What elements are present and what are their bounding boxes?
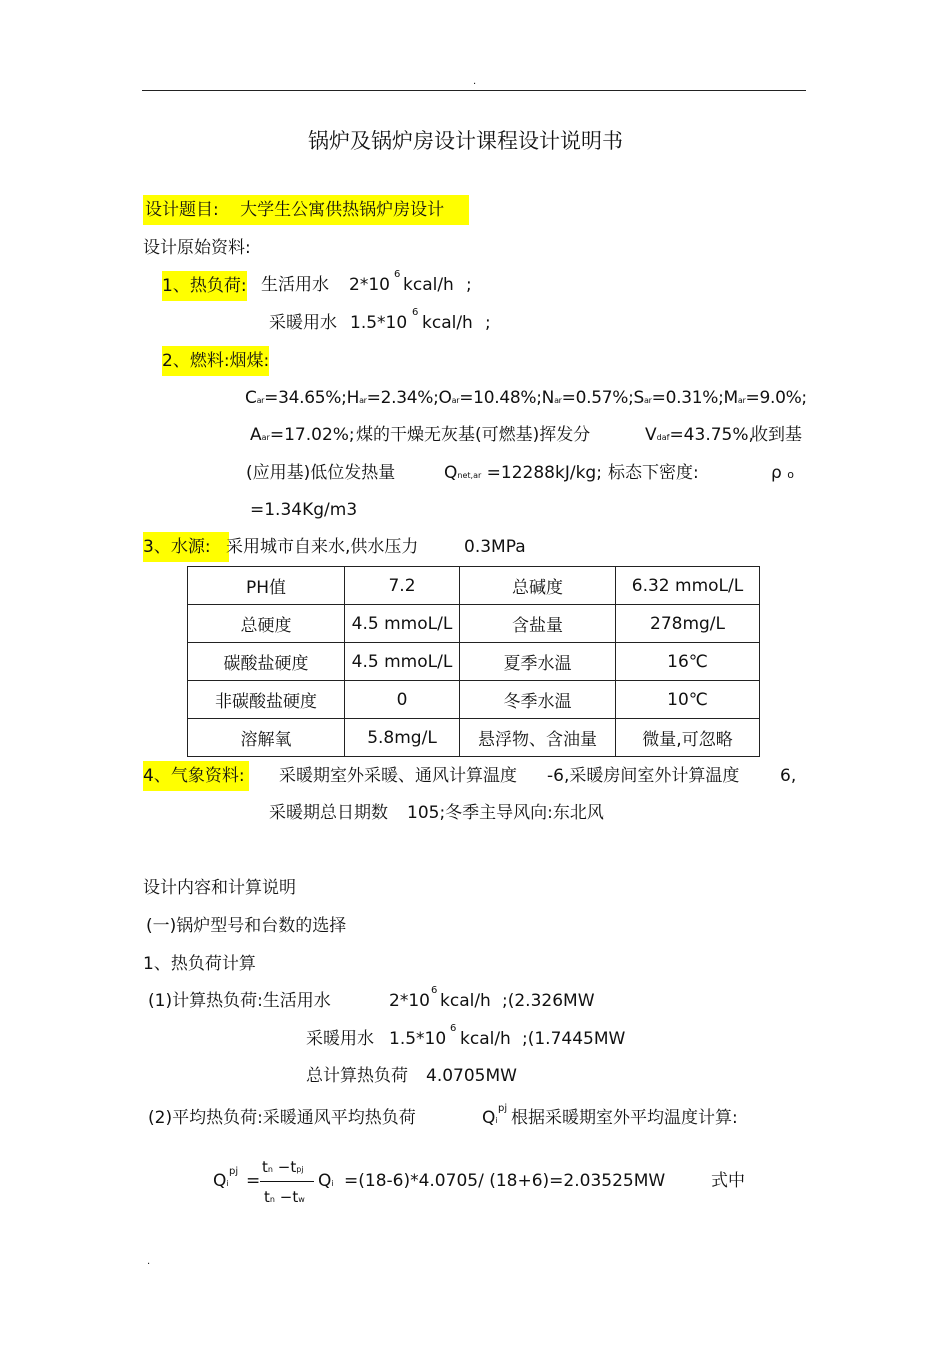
- calc2-unit: kcal/h: [460, 1029, 511, 1049]
- calc2-exp: 6: [450, 1023, 457, 1034]
- calc4-text: 根据采暖期室外平均温度计算:: [511, 1108, 738, 1128]
- comp-c: Car=34.65%;: [245, 388, 347, 408]
- fraction-bar: [260, 1181, 314, 1182]
- heat-load-line2-end: ;: [485, 313, 491, 333]
- table-cell: PH值: [188, 567, 345, 605]
- table-cell: 夏季水温: [460, 643, 616, 681]
- formula-lhs: Qi: [213, 1171, 229, 1191]
- heat-load-line2-name: 采暖用水: [269, 313, 337, 333]
- formula-numerator: tn −tpj: [262, 1158, 304, 1176]
- heat-load-label: 1、热负荷:: [162, 271, 247, 301]
- calc4-symbol: Qi: [482, 1108, 498, 1128]
- table-cell: 278mg/L: [616, 605, 760, 643]
- formula-lhs-sup: pj: [229, 1166, 239, 1177]
- calc1-label: (1)计算热负荷:生活用水: [148, 991, 331, 1011]
- heat-load-line1-value: 2*10: [349, 275, 390, 295]
- water-pressure: 0.3MPa: [464, 537, 526, 557]
- table-cell: 非碳酸盐硬度: [188, 681, 345, 719]
- formula-eq: =: [246, 1171, 261, 1191]
- table-row: [188, 681, 760, 719]
- comp-h: Har=2.34%;: [346, 388, 439, 408]
- calc2-label: 采暖用水: [306, 1029, 374, 1049]
- fuel-density-value: =1.34Kg/m3: [250, 500, 358, 520]
- fuel-density-text: 标态下密度:: [608, 463, 699, 483]
- table-cell: 微量,可忽略: [616, 719, 760, 757]
- table-row: [188, 719, 760, 757]
- table-cell: 冬季水温: [460, 681, 616, 719]
- table-cell: 4.5 mmoL/L: [345, 643, 460, 681]
- section-heading: (一)锅炉型号和台数的选择: [146, 916, 347, 936]
- weather-line2b: 105;冬季主导风向:东北风: [407, 803, 604, 823]
- calc4-sup: pj: [498, 1103, 508, 1114]
- table-cell: 4.5 mmoL/L: [345, 605, 460, 643]
- calc3-label: 总计算热负荷: [306, 1066, 408, 1086]
- calc1-unit: kcal/h: [440, 991, 491, 1011]
- fuel-lhv: Qnet,ar =12288kJ/kg;: [444, 463, 602, 483]
- comp-s: Sar=0.31%;: [633, 388, 724, 408]
- comp-n: Nar=0.57%;: [541, 388, 634, 408]
- formula-denominator: tn −tw: [264, 1188, 305, 1206]
- formula-tail: 式中: [711, 1171, 745, 1191]
- table-cell: 6.32 mmoL/L: [616, 567, 760, 605]
- weather-line1c: 6,: [780, 766, 797, 786]
- table-cell: 5.8mg/L: [345, 719, 460, 757]
- heat-load-line2-exp: 6: [412, 307, 419, 318]
- weather-label: 4、气象资料:: [143, 761, 249, 791]
- table-cell: 10℃: [616, 681, 760, 719]
- original-data-label: 设计原始资料:: [143, 238, 251, 258]
- footer-mark: .: [147, 1256, 151, 1267]
- table-cell: 总碱度: [460, 567, 616, 605]
- fuel-label: 2、燃料:烟煤:: [162, 346, 269, 376]
- table-cell: 悬浮物、含油量: [460, 719, 616, 757]
- design-topic: [143, 195, 469, 225]
- fuel-composition: [245, 390, 807, 407]
- weather-line1b: -6,采暖房间室外计算温度: [547, 766, 740, 786]
- fuel-volatile: Vdaf=43.75%,: [645, 425, 754, 445]
- table-row: [188, 605, 760, 643]
- heat-load-line1-unit: kcal/h: [403, 275, 454, 295]
- topic-label: 设计题目:: [145, 200, 219, 220]
- table-cell: 总硬度: [188, 605, 345, 643]
- weather-line2a: 采暖期总日期数: [269, 803, 388, 823]
- heat-load-line2-unit: kcal/h: [422, 313, 473, 333]
- water-quality-table: [187, 566, 760, 757]
- water-label: 3、水源:: [143, 532, 229, 562]
- header-mark: .: [473, 76, 477, 87]
- page-title: 锅炉及锅炉房设计课程设计说明书: [308, 129, 623, 153]
- fuel-volatile-text: 煤的干燥无灰基(可燃基)挥发分: [356, 425, 591, 445]
- fuel-lhv-text: (应用基)低位发热量: [246, 463, 396, 483]
- calc1-exp: 6: [431, 985, 438, 996]
- content-heading: 设计内容和计算说明: [143, 878, 296, 898]
- heat-load-line1-exp: 6: [394, 269, 401, 280]
- table-cell: 含盐量: [460, 605, 616, 643]
- heat-load-line1-end: ;: [466, 275, 472, 295]
- fuel-rho: ρ o: [771, 463, 794, 483]
- fuel-received-text: 收到基: [751, 425, 802, 445]
- heat-load-line2-value: 1.5*10: [350, 313, 408, 333]
- subsection-heading: 1、热负荷计算: [143, 954, 256, 974]
- table-cell: 碳酸盐硬度: [188, 643, 345, 681]
- comp-o: Oar=10.48%;: [438, 388, 542, 408]
- calc4-label: (2)平均热负荷:采暖通风平均热负荷: [148, 1108, 416, 1128]
- table-cell: 7.2: [345, 567, 460, 605]
- table-row: [188, 567, 760, 605]
- table-cell: 溶解氧: [188, 719, 345, 757]
- comp-m: Mar=9.0%;: [723, 388, 807, 408]
- topic-value: 大学生公寓供热锅炉房设计: [240, 200, 445, 220]
- calc1-mw: ;(2.326MW: [502, 991, 595, 1011]
- header-rule: [142, 90, 806, 91]
- calc2-mw: ;(1.7445MW: [522, 1029, 626, 1049]
- table-row: [188, 643, 760, 681]
- formula-rhs: =(18-6)*4.0705/ (18+6)=2.03525MW: [344, 1171, 666, 1191]
- weather-line1a: 采暖期室外采暖、通风计算温度: [279, 766, 517, 786]
- fuel-ash: Aar=17.02%;: [250, 425, 355, 445]
- formula-q: Qi: [318, 1171, 334, 1191]
- table-cell: 0: [345, 681, 460, 719]
- table-cell: 16℃: [616, 643, 760, 681]
- calc3-value: 4.0705MW: [426, 1066, 517, 1086]
- calc1-value: 2*10: [389, 991, 430, 1011]
- heat-load-line1-name: 生活用水: [261, 275, 329, 295]
- water-text: 采用城市自来水,供水压力: [226, 537, 419, 557]
- calc2-value: 1.5*10: [389, 1029, 447, 1049]
